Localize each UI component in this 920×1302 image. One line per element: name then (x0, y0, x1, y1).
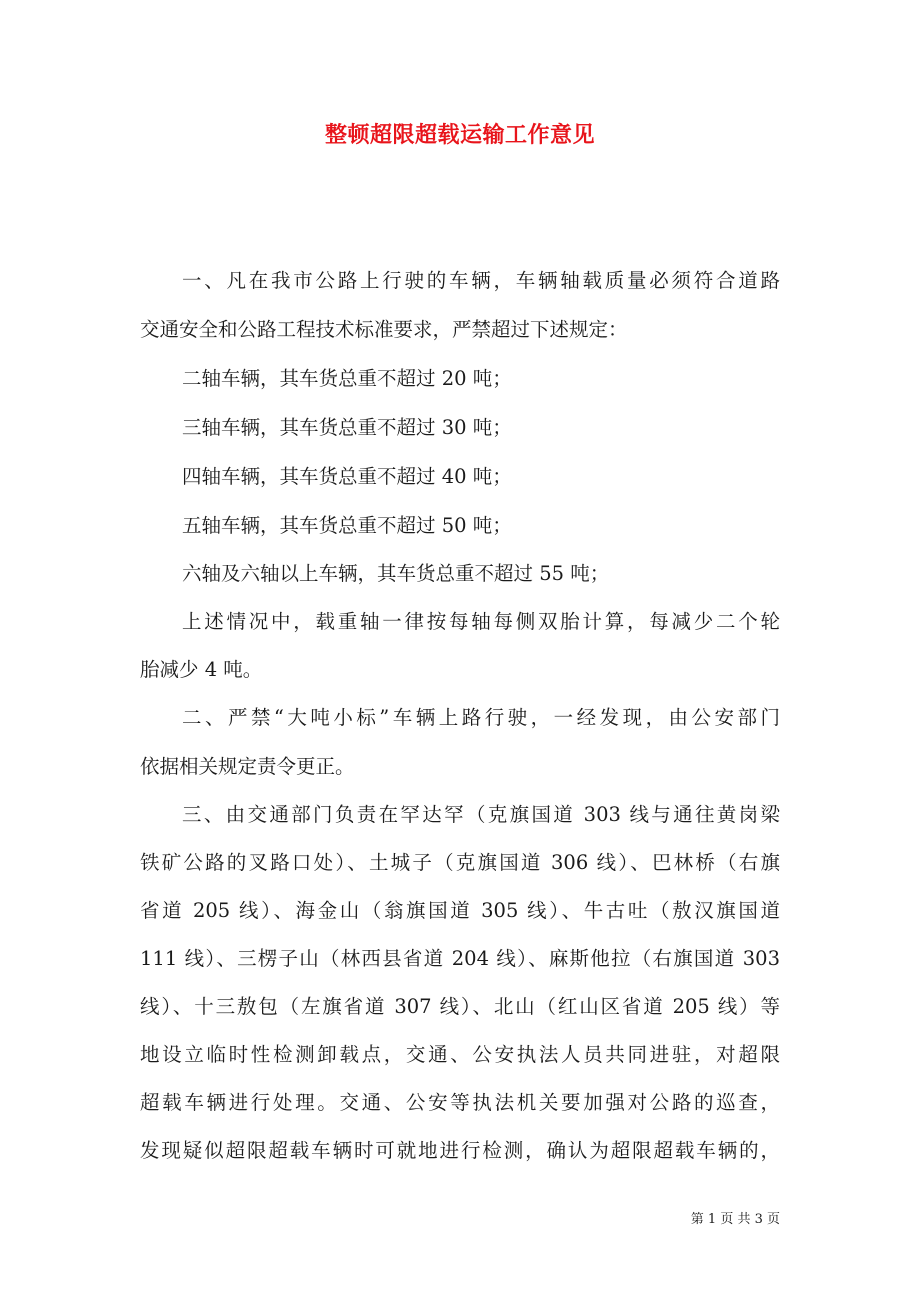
body-line: 地设立临时性检测卸载点，交通、公安执法人员共同进驻，对超限 (140, 1043, 780, 1066)
body-line: 三轴车辆，其车货总重不超过 30 吨； (182, 416, 512, 439)
body-line: 二轴车辆，其车货总重不超过 20 吨； (182, 367, 512, 390)
body-line: 线）、十三敖包（左旗省道 307 线）、北山（红山区省道 205 线）等 (140, 995, 780, 1018)
document-title: 整顿超限超载运输工作意见 (324, 122, 595, 148)
body-line: 111 线）、三楞子山（林西县省道 204 线）、麻斯他拉（右旗国道 303 (140, 947, 780, 970)
body-line: 二、严禁“大吨小标”车辆上路行驶，一经发现，由公安部门 (182, 706, 780, 729)
body-line: 超载车辆进行处理。交通、公安等执法机关要加强对公路的巡查， (140, 1091, 780, 1114)
body-line: 五轴车辆，其车货总重不超过 50 吨； (182, 514, 512, 537)
body-line: 铁矿公路的叉路口处）、土城子（克旗国道 306 线）、巴林桥（右旗 (140, 851, 780, 874)
body-line: 省道 205 线）、海金山（翁旗国道 305 线）、牛古吐（敖汉旗国道 (140, 899, 780, 922)
body-line: 一、凡在我市公路上行驶的车辆，车辆轴载质量必须符合道路 (182, 269, 780, 292)
body-line: 胎减少 4 吨。 (140, 658, 263, 681)
page-number: 第 1 页 共 3 页 (690, 1212, 780, 1227)
body-line: 依据相关规定责令更正。 (140, 755, 355, 778)
body-line: 三、由交通部门负责在罕达罕（克旗国道 303 线与通往黄岗梁 (182, 803, 780, 826)
body-line: 交通安全和公路工程技术标准要求，严禁超过下述规定： (140, 318, 628, 341)
body-line: 上述情况中，载重轴一律按每轴每侧双胎计算，每减少二个轮 (182, 610, 780, 633)
body-line: 六轴及六轴以上车辆，其车货总重不超过 55 吨； (182, 562, 610, 585)
body-line: 发现疑似超限超载车辆时可就地进行检测，确认为超限超载车辆的， (140, 1139, 780, 1162)
body-line: 四轴车辆，其车货总重不超过 40 吨； (182, 465, 512, 488)
